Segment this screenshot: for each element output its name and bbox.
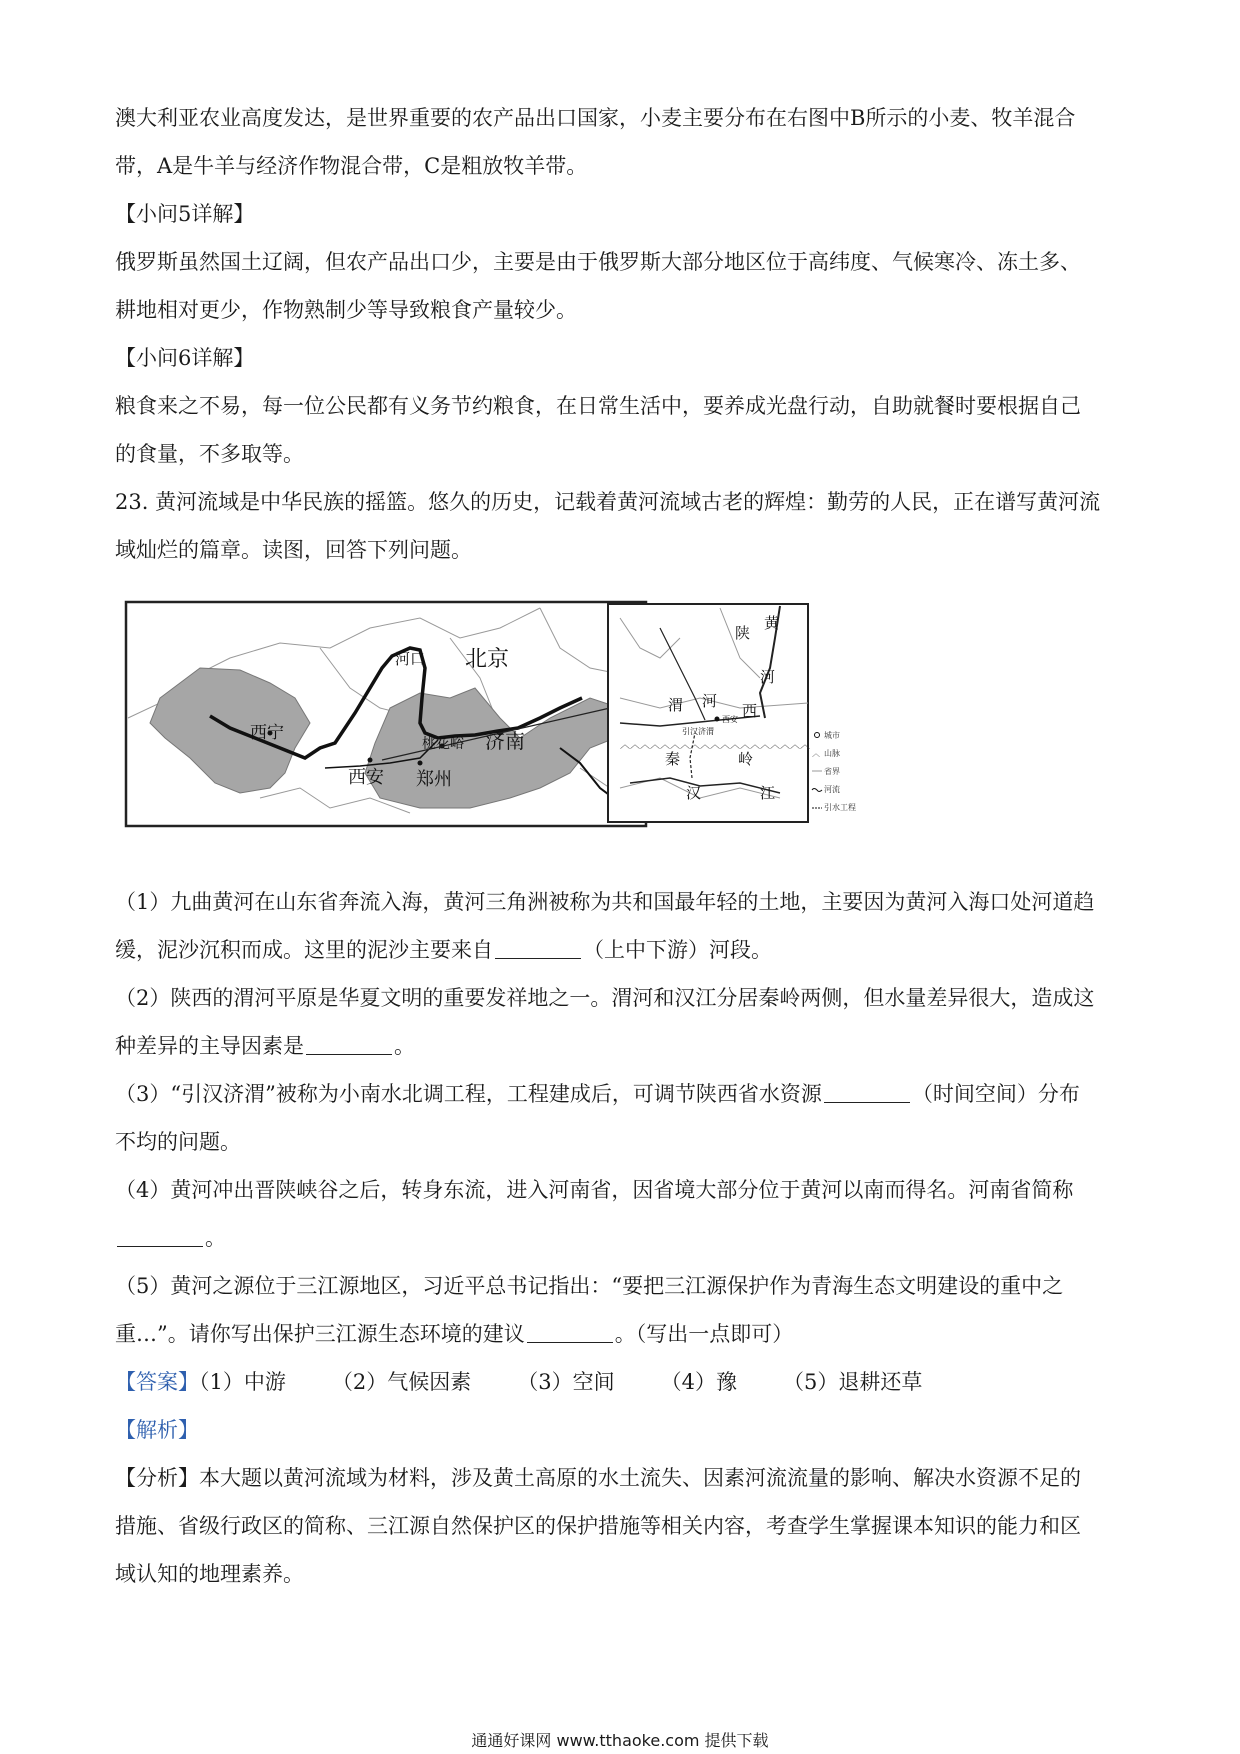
answer-blank <box>527 1316 613 1343</box>
answer-blank <box>495 932 581 959</box>
section-heading: 【小问5详解】 <box>115 202 255 226</box>
question-line <box>115 1070 1135 1118</box>
legend-water-project: 引水工程 <box>824 803 856 812</box>
q6-section <box>115 334 1135 478</box>
analysis-line: 措施、省级行政区的简称、三江源自然保护区的保护措施等相关内容，考查学生掌握课本知识的能力和区 <box>115 1514 1081 1538</box>
question-line <box>115 926 1135 974</box>
map-label-han: 汉 <box>686 784 702 802</box>
map-label-xi: 西 <box>742 702 758 720</box>
text-line: 的食量，不多取等。 <box>115 442 304 466</box>
map-label-xian: 西安 <box>348 767 384 788</box>
question-line: 不均的问题。 <box>115 1130 241 1154</box>
answer-line <box>115 1358 1135 1406</box>
map-label-xian-small: 西安 <box>722 715 738 724</box>
legend-mountain: 山脉 <box>824 749 840 758</box>
yellow-river-maps <box>120 598 1120 838</box>
text-line: 俄罗斯虽然国土辽阔，但农产品出口少，主要是由于俄罗斯大部分地区位于高纬度、气候寒冷、冻土多、 <box>115 250 1081 274</box>
analysis-line: 【分析】本大题以黄河流域为材料，涉及黄土高原的水土流失、因素河流流量的影响、解决水资源不足的 <box>115 1466 1081 1490</box>
question-text: 种差异的主导因素是 <box>115 1034 304 1058</box>
section-heading: 【小问6详解】 <box>115 346 255 370</box>
questions <box>115 878 1135 1358</box>
map-label-hekou: 河口 <box>395 650 426 668</box>
question-line <box>115 1214 1135 1262</box>
answer-blank <box>306 1028 392 1055</box>
map-label-ling: 岭 <box>738 750 754 768</box>
answer-label: 【答案】 <box>115 1370 199 1394</box>
text-line: 23. 黄河流域是中华民族的摇篮。悠久的历史，记载着黄河流域古老的辉煌：勤劳的人民，正在谱写黄河流 <box>115 490 1101 514</box>
page-footer: 通通好课网 www.tthaoke.com 提供下载 <box>471 1731 769 1750</box>
answer-item: （2）气候因素 <box>331 1370 472 1394</box>
question-text: 。 <box>394 1034 415 1058</box>
text-line: 带，A是牛羊与经济作物混合带，C是粗放牧羊带。 <box>115 154 588 178</box>
svg-text:︿: ︿ <box>812 749 820 758</box>
analysis-line: 域认知的地理素养。 <box>115 1562 304 1586</box>
answer-item: （1）中游 <box>199 1370 286 1394</box>
left-map <box>126 602 646 826</box>
question-text: 。 <box>205 1226 226 1250</box>
map-label-jinan: 济南 <box>485 729 525 753</box>
legend-city: 城市 <box>824 731 840 740</box>
question-line: （2）陕西的渭河平原是华夏文明的重要发祥地之一。渭河和汉江分居秦岭两侧，但水量差异很大，造成这 <box>115 986 1095 1010</box>
text-line: 耕地相对更少，作物熟制少等导致粮食产量较少。 <box>115 298 577 322</box>
question-text: 。（写出一点即可） <box>614 1322 794 1346</box>
map-label-xining: 西宁 <box>250 723 284 743</box>
map-label-he2: 河 <box>702 692 718 710</box>
answer-item: （3）空间 <box>517 1370 615 1394</box>
question-line: （4）黄河冲出晋陕峡谷之后，转身东流，进入河南省，因省境大部分位于黄河以南而得名。河南省简称 <box>115 1178 1074 1202</box>
map-label-yinhan: 引汉济渭 <box>682 727 714 736</box>
map-label-beijing: 北京 <box>465 647 510 672</box>
map-label-qin: 秦 <box>665 750 681 768</box>
text-line: 粮食来之不易，每一位公民都有义务节约粮食，在日常生活中，要养成光盘行动，自助就餐时要根据自己 <box>115 394 1081 418</box>
intro-paragraph <box>115 94 1135 190</box>
question-text: （时间空间）分布 <box>911 1082 1080 1106</box>
question-text: （3）“引汉济渭”被称为小南水北调工程，工程建成后，可调节陕西省水资源 <box>115 1082 822 1106</box>
answer-item: （5）退耕还草 <box>783 1370 923 1394</box>
map-label-taohuayu: 桃花峪 <box>422 736 464 752</box>
legend-river: 河流 <box>824 785 840 794</box>
question-text: 缓，泥沙沉积而成。这里的泥沙主要来自 <box>115 938 493 962</box>
answer-section <box>115 1358 1135 1598</box>
analysis-label: 【解析】 <box>115 1418 199 1442</box>
map-legend <box>812 730 856 812</box>
legend-province-border: 省界 <box>824 767 840 776</box>
map-label-zhengzhou: 郑州 <box>416 769 452 790</box>
text-line: 澳大利亚农业高度发达，是世界重要的农产品出口国家，小麦主要分布在右图中B所示的小麦、牧羊混合 <box>115 106 1076 130</box>
q5-section <box>115 190 1135 334</box>
answer-blank <box>824 1076 910 1103</box>
question-line <box>115 1310 1135 1358</box>
answer-blank <box>117 1220 203 1247</box>
map-label-wei: 渭 <box>668 696 684 714</box>
map-label-shaan: 陕 <box>735 624 751 642</box>
question-text: （上中下游）河段。 <box>583 938 772 962</box>
map-label-huang: 黄 <box>764 614 780 632</box>
q23-stem <box>115 478 1135 574</box>
question-line <box>115 1022 1135 1070</box>
right-map <box>608 604 856 822</box>
question-line: （5）黄河之源位于三江源地区，习近平总书记指出：“要把三江源保护作为青海生态文明建设的重中之 <box>115 1274 1064 1298</box>
map-label-he1: 河 <box>760 668 776 686</box>
answer-item: （4）豫 <box>660 1370 737 1394</box>
question-line: （1）九曲黄河在山东省奔流入海，黄河三角洲被称为共和国最年轻的土地，主要因为黄河入海口处河道趋 <box>115 890 1095 914</box>
question-text: 重…”。请你写出保护三江源生态环境的建议 <box>115 1322 525 1346</box>
map-label-jiang: 江 <box>760 784 776 802</box>
svg-text:︿︿︿︿︿︿︿︿︿︿︿︿︿︿︿︿︿︿︿: ︿︿︿︿︿︿︿︿︿︿︿︿︿︿︿︿︿︿︿ <box>620 740 810 751</box>
text-line: 域灿烂的篇章。读图，回答下列问题。 <box>115 538 472 562</box>
